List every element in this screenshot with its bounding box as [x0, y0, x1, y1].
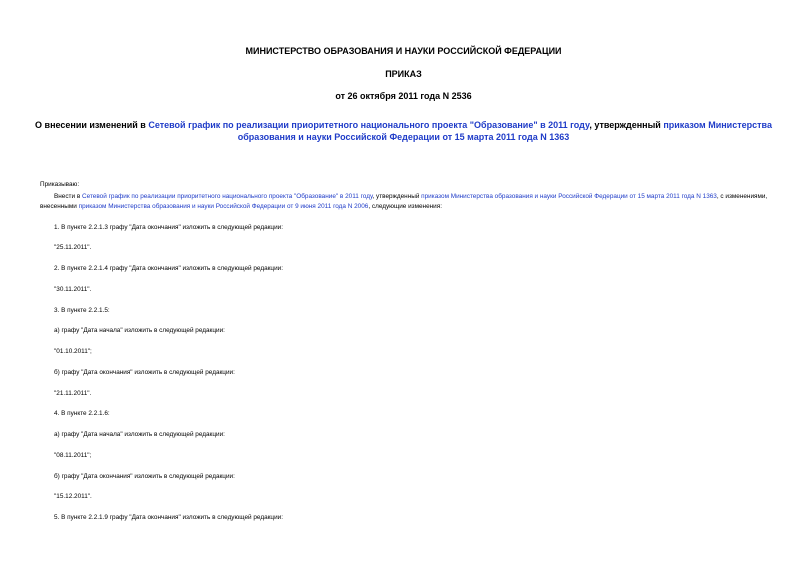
para-mid2: , с изменениями, внесенными	[40, 193, 768, 210]
title-link-order-1363[interactable]: приказом Министерства образования и науки Российской Федерации от 15 марта 2011 года N 1363	[237, 120, 772, 142]
list-item: "25.11.2011".	[54, 244, 92, 251]
para-suffix: , следующие изменения:	[368, 202, 442, 210]
title-prefix: О внесении изменений в	[35, 120, 149, 130]
para-link-order-2006[interactable]: приказом Министерства образования и науки Российской Федерации от 9 июня 2011 года N 2006	[78, 202, 369, 210]
para-prefix: Внести в	[54, 193, 82, 200]
list-item: 2. В пункте 2.2.1.4 графу "Дата окончания" изложить в следующей редакции:	[54, 265, 284, 272]
para-link-network-schedule[interactable]: Сетевой график по реализации приоритетного национального проекта "Образование" в 2011 году	[81, 193, 373, 200]
para-mid1: , утвержденный	[372, 193, 422, 200]
title-link-network-schedule[interactable]: Сетевой график по реализации приоритетного национального проекта "Образование" в 2011 году	[148, 120, 590, 130]
list-item: 1. В пункте 2.2.1.3 графу "Дата окончания" изложить в следующей редакции:	[54, 224, 284, 231]
list-item: б) графу "Дата окончания" изложить в следующей редакции:	[54, 369, 235, 376]
list-item: "15.12.2011".	[54, 493, 92, 500]
intro-text: Приказываю:	[40, 181, 80, 188]
ministry-heading: МИНИСТЕРСТВО ОБРАЗОВАНИЯ И НАУКИ РОССИЙСКОЙ ФЕДЕРАЦИИ	[245, 46, 562, 56]
list-item: "01.10.2011";	[54, 348, 92, 355]
list-item: "30.11.2011".	[54, 286, 92, 293]
main-paragraph	[40, 192, 770, 211]
document-title	[30, 119, 777, 143]
list-item: а) графу "Дата начала" изложить в следующей редакции:	[54, 431, 225, 438]
list-item: а) графу "Дата начала" изложить в следующей редакции:	[54, 327, 225, 334]
title-middle: , утвержденный	[589, 120, 664, 130]
list-item: 5. В пункте 2.2.1.9 графу "Дата окончания" изложить в следующей редакции:	[54, 514, 284, 521]
list-item: 3. В пункте 2.2.1.5:	[54, 307, 110, 314]
date-number-heading: от 26 октября 2011 года N 2536	[335, 91, 472, 101]
list-item: б) графу "Дата окончания" изложить в следующей редакции:	[54, 473, 235, 480]
list-item: "08.11.2011";	[54, 452, 92, 459]
list-item: 4. В пункте 2.2.1.6:	[54, 410, 110, 417]
doc-type-heading: ПРИКАЗ	[385, 69, 422, 79]
list-item: "21.11.2011".	[54, 390, 92, 397]
para-link-order-1363[interactable]: приказом Министерства образования и науки Российской Федерации от 15 марта 2011 года N 1363	[421, 193, 717, 200]
